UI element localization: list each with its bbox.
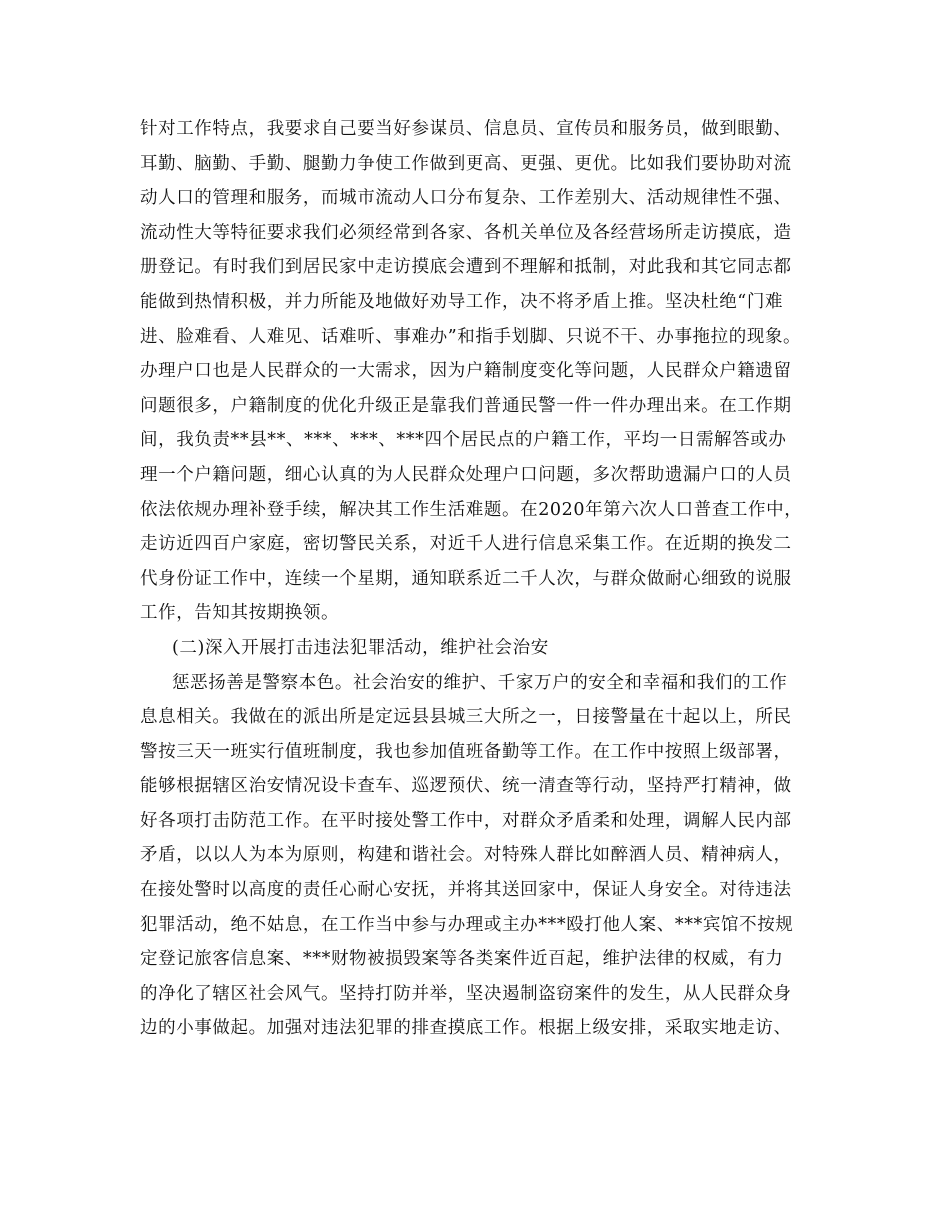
text-line: 息息相关。我做在的派出所是定远县县城三大所之一，日接警量在十起以上，所民 [140, 707, 792, 728]
text-line: 边的小事做起。加强对违法犯罪的排查摸底工作。根据上级安排，采取实地走访、 [140, 1018, 792, 1039]
text-line: 走访近四百户家庭，密切警民关系，对近千人进行信息采集工作。在近期的换发二 [140, 534, 792, 555]
text-line: 理一个户籍问题，细心认真的为人民群众处理户口问题，多次帮助遗漏户口的人员 [140, 464, 792, 485]
text-line: 办理户口也是人民群众的一大需求，因为户籍制度变化等问题，人民群众户籍遗留 [140, 361, 792, 382]
text-line: 在接处警时以高度的责任心耐心安抚，并将其送回家中，保证人身安全。对待违法 [140, 880, 792, 901]
text-line: 代身份证工作中，连续一个星期，通知联系近二千人次，与群众做耐心细致的说服 [140, 568, 792, 589]
text-line: 流动性大等特征要求我们必须经常到各家、各机关单位及各经营场所走访摸底，造 [140, 222, 792, 243]
text-line: 的净化了辖区社会风气。坚持打防并举，坚决遏制盗窃案件的发生，从人民群众身 [140, 983, 792, 1004]
text-line: 警按三天一班实行值班制度，我也参加值班备勤等工作。在工作中按照上级部署， [140, 741, 792, 762]
text-line: 惩恶扬善是警察本色。社会治安的维护、千家万户的安全和幸福和我们的工作 [172, 672, 788, 693]
text-line: 册登记。有时我们到居民家中走访摸底会遭到不理解和抵制，对此我和其它同志都 [140, 257, 792, 278]
text-line: 定登记旅客信息案、***财物被损毁案等各类案件近百起，维护法律的权威，有力 [140, 949, 784, 970]
text-line: 工作，告知其按期换领。 [140, 603, 340, 624]
text-line: 问题很多，户籍制度的优化升级正是靠我们普通民警一件一件办理出来。在工作期 [140, 395, 792, 416]
section-heading: (二)深入开展打击违法犯罪活动，维护社会治安 [172, 637, 549, 658]
body-text [140, 112, 820, 1046]
text-line: 能够根据辖区治安情况设卡查车、巡逻预伏、统一清查等行动，坚持严打精神，做 [140, 776, 792, 797]
text-line: 能做到热情积极，并力所能及地做好劝导工作，决不将矛盾上推。坚决杜绝“门难 [140, 291, 784, 312]
text-line: 犯罪活动，绝不姑息，在工作当中参与办理或主办***殴打他人案、***宾馆不按规 [140, 914, 794, 935]
text-line: 依法依规办理补登手续，解决其工作生活难题。在2020年第六次人口普查工作中， [140, 499, 803, 520]
text-line: 动人口的管理和服务，而城市流动人口分布复杂、工作差别大、活动规律性不强、 [140, 188, 792, 209]
text-line: 间，我负责**县**、***、***、***四个居民点的户籍工作，平均一日需解答或办 [140, 430, 787, 451]
text-line: 好各项打击防范工作。在平时接处警工作中，对群众矛盾柔和处理，调解人民内部 [140, 810, 792, 831]
text-line: 进、脸难看、人难见、话难听、事难办”和指手划脚、只说不干、办事拖拉的现象。 [140, 326, 802, 347]
text-line: 矛盾，以以人为本为原则，构建和谐社会。对特殊人群比如醉酒人员、精神病人， [140, 845, 792, 866]
text-line: 针对工作特点，我要求自己要当好参谋员、信息员、宣传员和服务员，做到眼勤、 [140, 119, 792, 139]
text-line: 耳勤、脑勤、手勤、腿勤力争使工作做到更高、更强、更优。比如我们要协助对流 [140, 153, 792, 174]
